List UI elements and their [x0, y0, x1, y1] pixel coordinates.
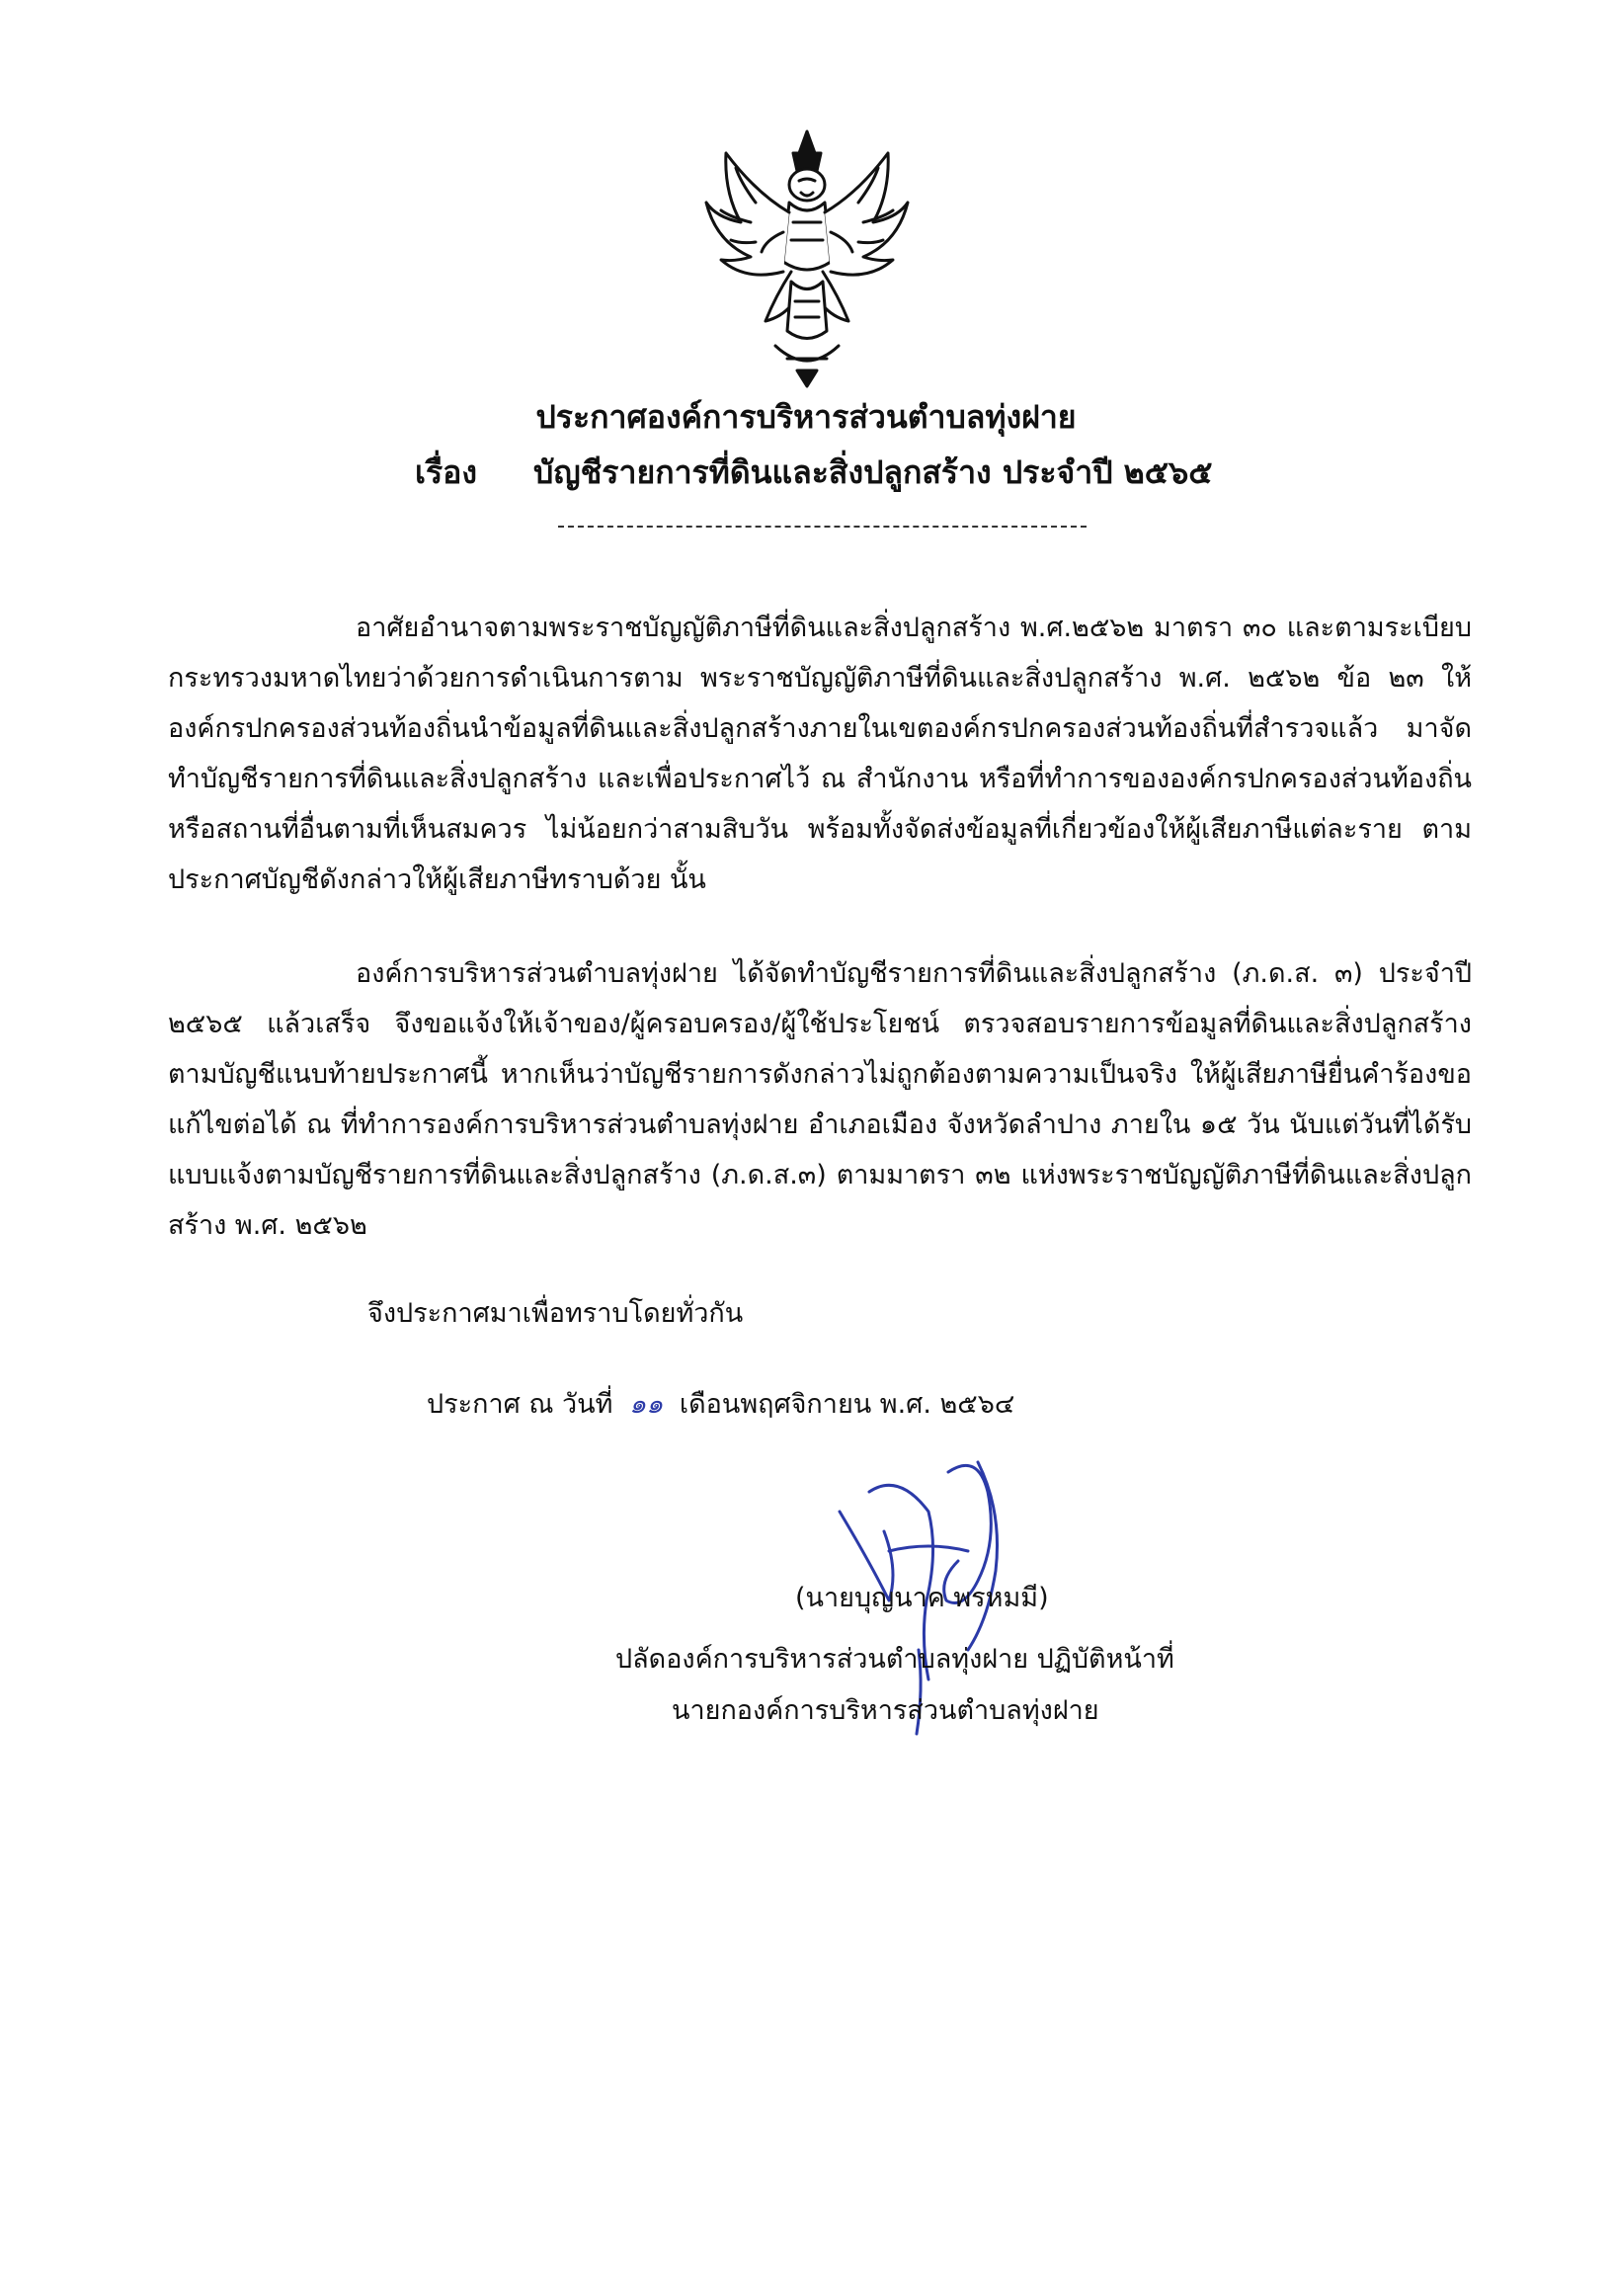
announcement-subject-line [415, 452, 1213, 492]
closing-statement: จึงประกาศมาเพื่อทราบโดยทั่วกัน [367, 1298, 744, 1329]
signatory-name: (นายบุญนาค พรหมมี) [795, 1583, 1049, 1613]
date-prefix: ประกาศ ณ วันที่ [427, 1389, 613, 1420]
garuda-emblem-icon [696, 123, 919, 390]
title-divider [558, 526, 1087, 528]
announcement-date [427, 1385, 1014, 1425]
signatory-position-2: นายกองค์การบริหารส่วนตำบลทุ่งฝาย [672, 1695, 1099, 1726]
body-paragraph-2: องค์การบริหารส่วนตำบลทุ่งฝาย ได้จัดทำบัญชีรายการที่ดินและสิ่งปลูกสร้าง (ภ.ด.ส. ๓) ประจำปี ๒๕๖๕ แล้วเสร็จ จึงขอแจ้งให้เจ้าของ/ผู้ครอบครอง/ผู้ใช้ประโยชน์ ตรวจสอบรายการข้อมูลที่ดินและสิ่งปลูกสร้างตามบัญชีแนบท้ายประกาศนี้ หากเห็นว่าบัญชีรายการดังกล่าวไม่ถูกต้องตามความเป็นจริง ให้ผู้เสียภาษียื่นคำร้องขอแก้ไขต่อได้ ณ ที่ทำการองค์การบริหารส่วนตำบลทุ่งฝาย อำเภอเมือง จังหวัดลำปาง ภายใน ๑๕ วัน นับแต่วันที่ได้รับแบบแจ้งตามบัญชีรายการที่ดินและสิ่งปลูกสร้าง (ภ.ด.ส.๓) ตามมาตรา ๓๒ แห่งพระราชบัญญัติภาษีที่ดินและสิ่งปลูกสร้าง พ.ศ. ๒๕๖๒ [168, 958, 1472, 1241]
subject-text: บัญชีรายการที่ดินและสิ่งปลูกสร้าง ประจำปี ๒๕๖๕ [533, 453, 1213, 491]
announcement-title: ประกาศองค์การบริหารส่วนตำบลทุ่งฝาย [535, 398, 1077, 436]
body-paragraph-1: อาศัยอำนาจตามพระราชบัญญัติภาษีที่ดินและสิ่งปลูกสร้าง พ.ศ.๒๕๖๒ มาตรา ๓๐ และตามระเบียบกระทรวงมหาดไทยว่าด้วยการดำเนินการตาม พระราชบัญญัติภาษีที่ดินและสิ่งปลูกสร้าง พ.ศ. ๒๕๖๒ ข้อ ๒๓ ให้องค์กรปกครองส่วนท้องถิ่นนำข้อมูลที่ดินและสิ่งปลูกสร้างภายในเขตองค์กรปกครองส่วนท้องถิ่นที่สำรวจแล้ว มาจัดทำบัญชีรายการที่ดินและสิ่งปลูกสร้าง และเพื่อประกาศไว้ ณ สำนักงาน หรือที่ทำการขององค์กรปกครองส่วนท้องถิ่น หรือสถานที่อื่นตามที่เห็นสมควร ไม่น้อยกว่าสามสิบวัน พร้อมทั้งจัดส่งข้อมูลที่เกี่ยวข้องให้ผู้เสียภาษีแต่ละราย ตามประกาศบัญชีดังกล่าวให้ผู้เสียภาษีทราบด้วย นั้น [168, 613, 1472, 895]
signatory-position-1: ปลัดองค์การบริหารส่วนตำบลทุ่งฝาย ปฏิบัติหน้าที่ [615, 1644, 1174, 1675]
date-day: ๑๑ [629, 1389, 664, 1420]
date-suffix: เดือนพฤศจิกายน พ.ศ. ๒๕๖๔ [679, 1389, 1015, 1420]
subject-label: เรื่อง [415, 453, 477, 491]
